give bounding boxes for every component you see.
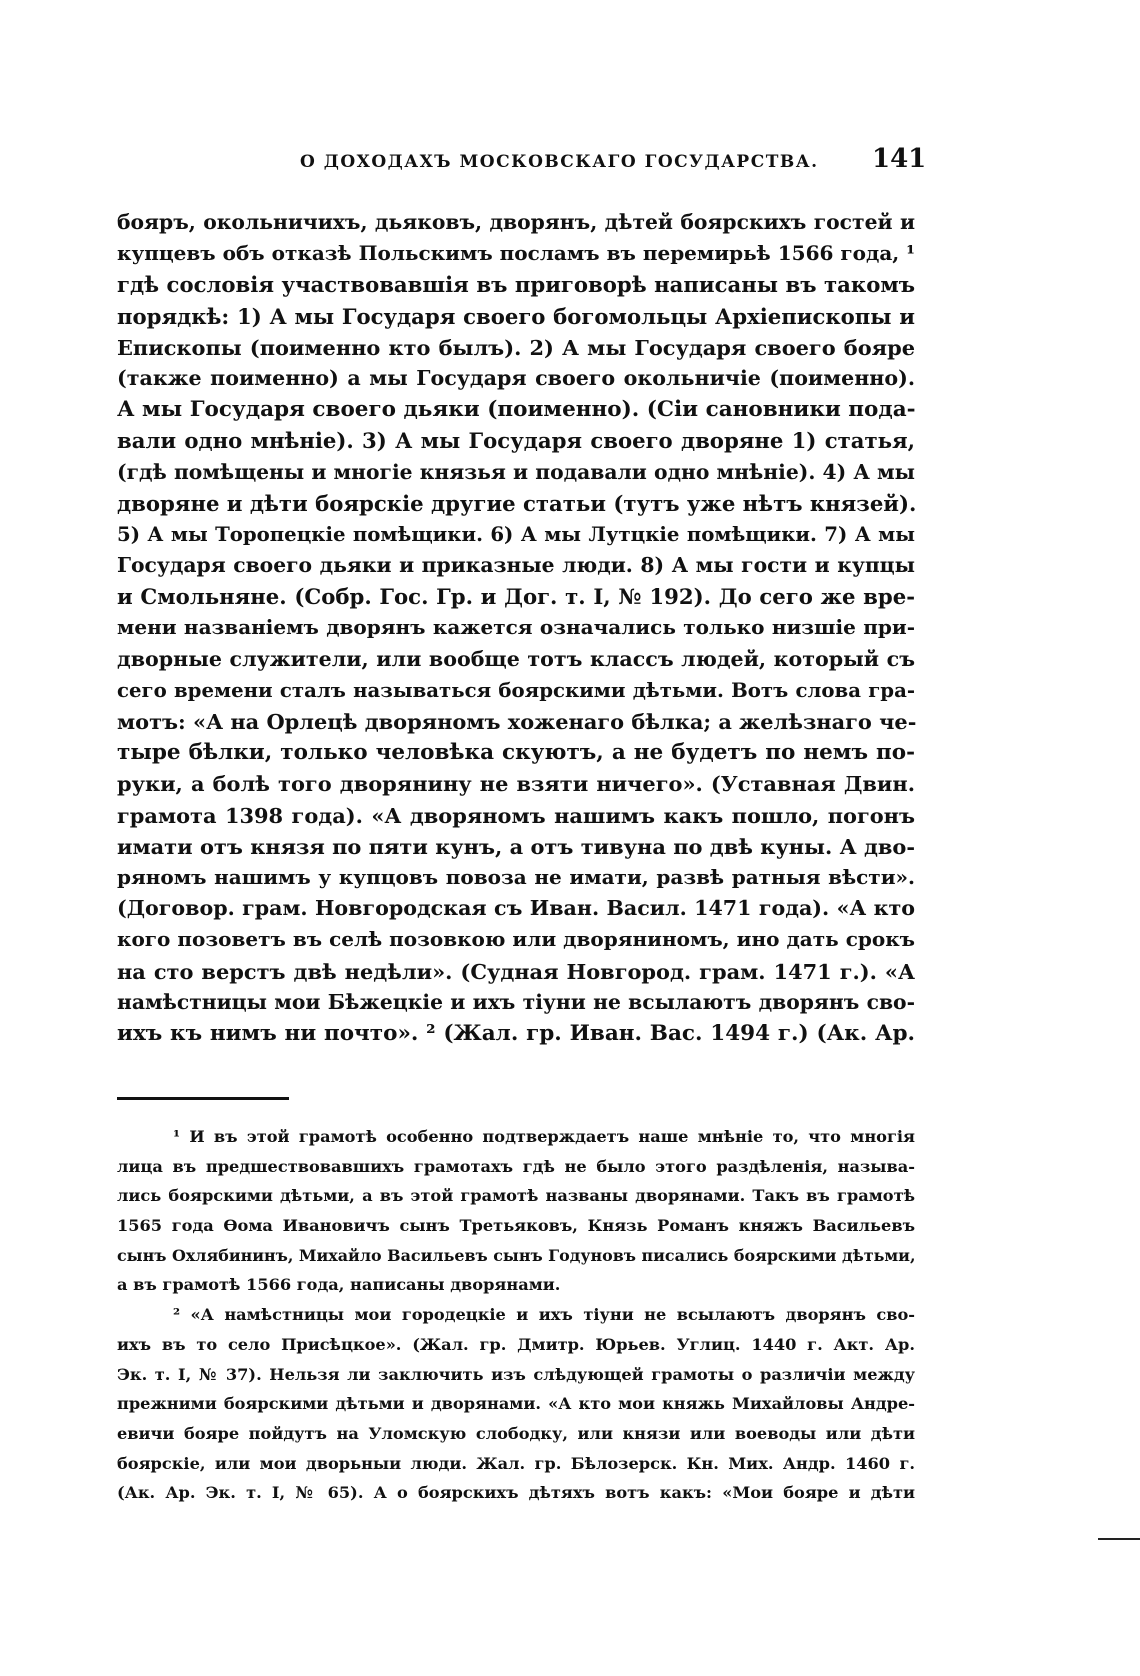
body-line: (гдѣ помѣщены и многіе князья и подавали одно мнѣніе). 4) А мы [117,459,915,484]
body-line: грамота 1398 года). «А дворяномъ нашимъ какъ пошло, погонъ [117,802,915,828]
body-line: (Договор. грам. Новгородская съ Иван. Васил. 1471 года). «А кто [117,896,915,921]
body-line: ряномъ нашимъ у купцовъ повоза не имати, развѣ ратныя вѣсти». [117,864,915,889]
footnote-line: лица въ предшествовавшихъ грамотахъ гдѣ не было этого раздѣленія, называ- [117,1156,915,1176]
body-line: гдѣ сословія участвовавшія въ приговорѣ написаны въ такомъ [117,272,915,298]
footnote-line: лись боярскими дѣтьми, а въ этой грамотѣ названы дворянами. Такъ въ грамотѣ [117,1186,915,1206]
body-line: 5) А мы Торопецкіе помѣщики. 6) А мы Лутцкіе помѣщики. 7) А мы [117,522,915,546]
body-line: А мы Государя своего дьяки (поименно). (Сіи сановники пода- [117,397,916,423]
body-line: мотъ: «А на Орлецѣ дворяномъ хоженаго бѣлка; а желѣзнаго че- [117,709,917,734]
page-number: 141 [872,144,927,174]
running-title: О ДОХОДАХЪ МОСКОВСКАГО ГОСУДАРСТВА. [300,152,819,172]
body-line: (также поименно) а мы Государя своего окольничіе (поименно). [117,365,915,390]
body-line: имати отъ князя по пяти кунъ, а отъ тивуна по двѣ куны. А дво- [117,833,915,859]
body-line: Епископы (поименно кто былъ). 2) А мы Государя своего бояре [117,334,915,360]
body-line: вали одно мнѣніе). 3) А мы Государя своего дворяне 1) статья, [117,428,915,454]
footnote-line: ¹ И въ этой грамотѣ особенно подтверждаетъ наше мнѣніе то, что многія [173,1127,915,1146]
footnote-line: Эк. т. I, № 37). Нельзя ли заключить изъ слѣдующей грамоты о различіи между [117,1364,915,1384]
footnote-line: евичи бояре пойдутъ на Уломскую слободку, или князи или воеводы или дѣти [117,1423,915,1443]
body-line: сего времени сталъ называться боярскими дѣтьми. Вотъ слова гра- [117,678,915,702]
scan-edge-mark [1098,1538,1140,1540]
body-line: купцевъ объ отказѣ Польскимъ посламъ въ перемирьѣ 1566 года, ¹ [117,241,915,266]
footnote-line: (Ак. Ар. Эк. т. I, № 65). А о боярскихъ дѣтяхъ вотъ какъ: «Мои бояре и дѣти [117,1483,915,1503]
body-line: кого позоветъ въ селѣ позовкою или дворяниномъ, ино дать срокъ [117,927,915,952]
footnote-line: ² «А намѣстницы мои городецкіе и ихъ тіуни не всылаютъ дворянъ сво- [173,1305,915,1325]
body-line: на сто верстъ двѣ недѣли». (Судная Новгород. грам. 1471 г.). «А [117,958,915,984]
body-line: ихъ къ нимъ ни почто». ² (Жал. гр. Иван. Вас. 1494 г.) (Ак. Ар. [117,1020,915,1046]
footnote-separator [117,1097,289,1100]
body-line: Государя своего дьяки и приказные люди. 8) А мы гости и купцы [117,553,915,578]
body-line: руки, а болѣ того дворянину не взяти ничего». (Уставная Двин. [117,771,915,797]
body-line: мени названіемъ дворянъ кажется означались только низшіе при- [117,615,915,640]
footnote-line: прежними боярскими дѣтьми и дворянами. «А кто мои княжь Михайловы Андре- [117,1394,915,1414]
footnote-line: ихъ въ то село Присѣцкое». (Жал. гр. Дмитр. Юрьев. Углиц. 1440 г. Акт. Ар. [117,1334,915,1354]
footnote-line: боярскіе, или мои дворьныи люди. Жал. гр. Бѣлозерск. Кн. Мих. Андр. 1460 г. [117,1453,915,1473]
body-line: дворные служители, или вообще тотъ классъ людей, который съ [117,646,915,671]
footnote-line: а въ грамотѣ 1566 года, написаны дворянами. [117,1275,561,1295]
body-line: тыре бѣлки, только человѣка скуютъ, а не будетъ по немъ по- [117,740,915,766]
body-line: намѣстницы мои Бѣжецкіе и ихъ тіуни не всылаютъ дворянъ сво- [117,989,915,1014]
footnote-line: 1565 года Ѳома Ивановичъ сынъ Третьяковъ, Князь Романъ княжъ Васильевъ [117,1216,915,1236]
body-line: дворяне и дѣти боярскіе другие статьи (тутъ уже нѣтъ князей). [117,490,917,516]
body-line: и Смольняне. (Собр. Гос. Гр. и Дог. т. I, № 192). До сего же вре- [117,584,915,610]
body-line: порядкѣ: 1) А мы Государя своего богомольцы Архіепископы и [117,303,915,329]
body-line: бояръ, окольничихъ, дьяковъ, дворянъ, дѣтей боярскихъ гостей и [117,210,915,234]
footnotes [117,1122,915,1508]
body-text [117,207,915,1049]
footnote-line: сынъ Охлябининъ, Михайло Васильевъ сынъ Годуновъ писались боярскими дѣтьми, [117,1245,916,1265]
